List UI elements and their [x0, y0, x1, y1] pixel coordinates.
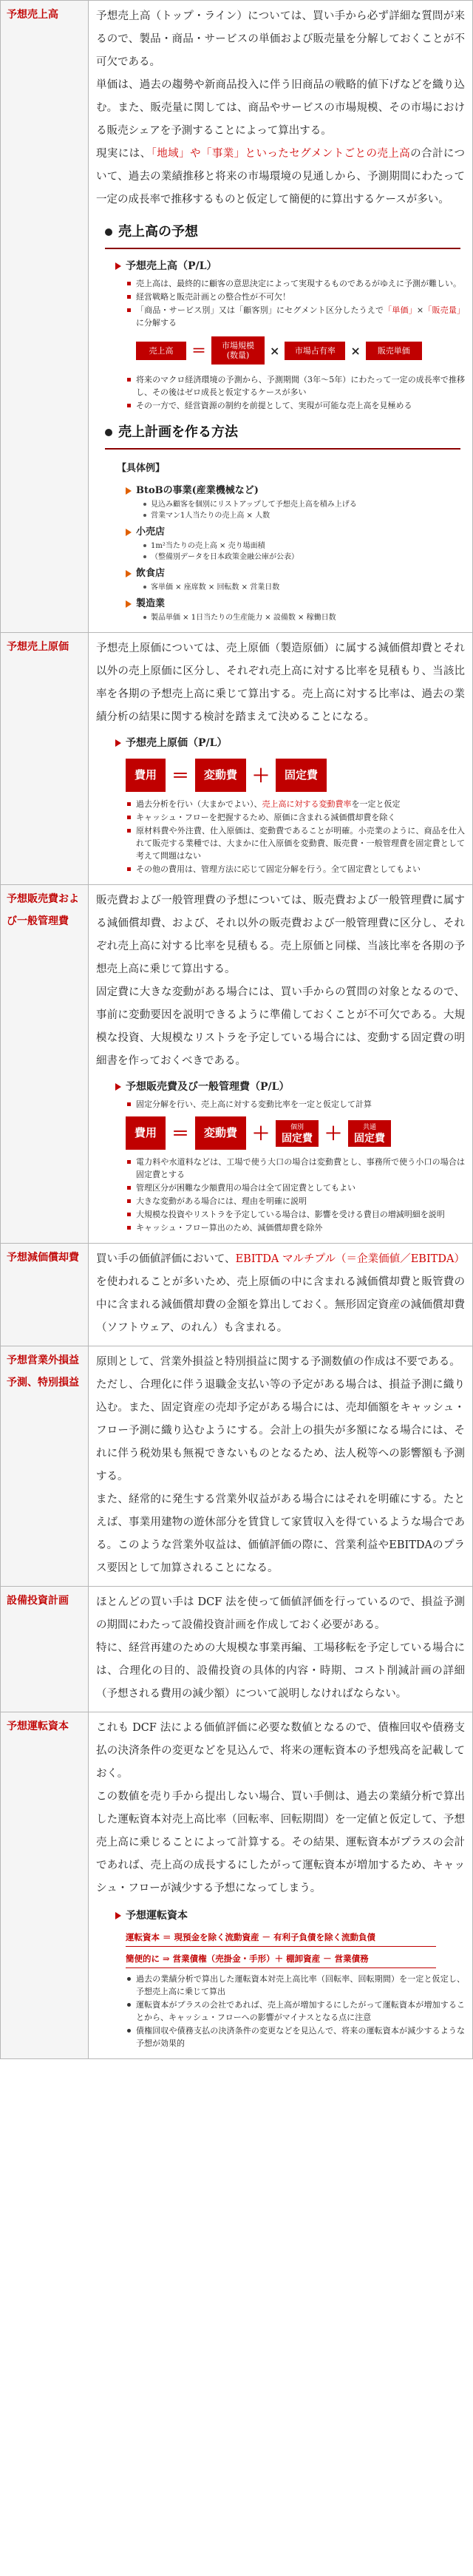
formula-equals: ＝ [171, 765, 190, 786]
sales-paragraph-2: 単価は、過去の趨勢や新商品投入に伴う旧商品の戦略的値下げなどを織り込む。また、販売量に関しては、商品やサービスの市場規模、その市場における販売シェアを予測することによって算出する。 [96, 79, 465, 137]
wc-formula-1: 運転資本 ＝ 現預金を除く流動資産 － 有利子負債を除く流動負債 [126, 1930, 436, 1947]
wc-paragraph-1: これも DCF 法による価値評価に必要な数値となるので、債権回収や債務支払の決済条件の変更などを見込んで、将来の運転資本の予想残高を記載しておく。 [96, 1722, 465, 1780]
row-label-working-capital: 予想運転資本 [1, 1712, 89, 2059]
formula-fixed-box: 固定費 [276, 759, 327, 792]
sales-paragraph-1: 予想売上高（トップ・ライン）については、買い手から必ず詳細な質問が来るので、製品・商品・サービスの単価および販売量を分解しておくことが不可欠である。 [96, 10, 465, 68]
list-item: 原材料費や外注費、仕入原価は、変動費であることが明確。小売業のように、商品を仕入れて販売する業種では、大まかに仕入原価を変動費、販売費・一般管理費を固定費として考えて問題はない [127, 824, 465, 862]
bullet-dot-icon [105, 429, 112, 436]
capex-paragraph-2: 特に、経営再建のための大規模な事業再編、工場移転を予定している場合には、合理化の目的、設備投資の具体的内容・時期、コスト削減計画の詳細（予想される費用の減少額）について説明しなければならない。 [96, 1642, 465, 1700]
row-label-non-operating: 予想営業外損益予測、特別損益 [1, 1346, 89, 1587]
row-content-sga [89, 885, 473, 1244]
sga-paragraph-1: 販売費および一般管理費の予想については、販売費および一般管理費に属する減価償却費、および、それ以外の販売費および一般管理費に区分し、それぞれ売上高に対する比率を見積もる。売上原価と同様、当該比率を各期の予想売上高に乗じて算出する。 [96, 895, 465, 975]
b3-price: 「単価」 [384, 305, 417, 315]
wc-bullet-list [127, 1973, 465, 2050]
b3-tail: に分解する [136, 318, 177, 328]
wc-formula-2: 簡便的に ⇒ 営業債権（売掛金・手形）＋ 棚卸資産 － 営業債務 [126, 1951, 436, 1968]
row-cogs [1, 633, 473, 885]
formula-equals: ＝ [171, 1122, 190, 1144]
row-label-depreciation: 予想減価償却費 [1, 1244, 89, 1346]
sga-pl-subtitle: 予想販売費及び一般管理費（P/L） [126, 1081, 290, 1093]
formula-individual-fixed: 固定費 [282, 1132, 313, 1145]
sales-pl-subheading [115, 257, 465, 276]
nonop-paragraph-1: 原則として、営業外損益と特別損益に関する予測数値の作成は不要である。 [96, 1356, 460, 1368]
list-item: 管理区分が困難な少額費用の場合は全て固定費としてもよい [127, 1182, 465, 1194]
triangle-icon [126, 529, 132, 536]
da-p1-lead: 買い手の価値評価において、 [96, 1253, 236, 1265]
sales-p3-tail: の合計について、過去の業績推移と将来の市場環境の見通しから、予測期間にわたって一定の成長率で推移するものと仮定して簡便的に算出するケースが多い。 [96, 148, 465, 206]
sales-forecast-heading [105, 220, 465, 243]
b3-lead: 「商品・サービス別」又は「顧客別」にセグメント区分したうえで [136, 305, 384, 315]
row-capex [1, 1587, 473, 1712]
row-content-working-capital [89, 1712, 473, 2059]
formula-price-box: 販売単価 [366, 342, 422, 360]
cogs-pl-subtitle: 予想売上原価（P/L） [126, 737, 228, 749]
sga-paragraph-2: 固定費に大きな変動がある場合には、買い手からの質問の対象となるので、事前に変動要因を説明できるように準備しておくことが不可欠である。大規模な投資、大規模なリストラを予定している場合には、変動する固定費の明細書を作っておくべきである。 [96, 986, 465, 1067]
sga-formula [126, 1116, 465, 1150]
row-non-operating [1, 1346, 473, 1587]
list-item: 大規模な投資やリストラを予定している場合は、影響を受ける費目の増減明細を説明 [127, 1208, 465, 1221]
row-content-cogs [89, 633, 473, 885]
row-label-sales: 予想売上高 [1, 1, 89, 633]
sales-formula [136, 336, 465, 365]
formula-times-2: × [350, 343, 361, 358]
cogs-b1-tail: を一定と仮定 [351, 799, 401, 809]
row-sga [1, 885, 473, 1244]
sales-bullet-list [127, 277, 465, 329]
triangle-icon [115, 262, 121, 270]
example-restaurant-list [143, 582, 465, 593]
sales-plan-title: 売上計画を作る方法 [118, 424, 238, 440]
row-content-capex [89, 1587, 473, 1712]
example-restaurant-title: 飲食店 [136, 568, 166, 579]
sga-pl-subheading [115, 1077, 465, 1097]
cogs-b1-highlight: 売上高に対する変動費率 [262, 799, 352, 809]
example-retail-title: 小売店 [136, 526, 166, 538]
formula-cost-box: 費用 [126, 1116, 166, 1150]
formula-variable-box: 変動費 [195, 1116, 246, 1150]
list-item: 売上高は、最終的に顧客の意思決定によって実現するものであるがゆえに予測が難しい。 [127, 277, 465, 290]
list-item: その一方で、経営資源の制約を前提として、実現が可能な売上高を見極める [127, 399, 465, 412]
example-manufacturing-title: 製造業 [136, 598, 166, 609]
row-label-capex: 設備投資計画 [1, 1587, 89, 1712]
list-item: 電力料や水道料などは、工場で使う大口の場合は変動費とし、事務所で使う小口の場合は固定費とする [127, 1156, 465, 1181]
example-btob-title: BtoBの事業(産業機械など) [136, 485, 259, 496]
triangle-icon [115, 739, 121, 747]
cogs-b1-lead: 過去分析を行い（大まかでよい）、 [136, 799, 262, 809]
sales-bullet-list-2 [127, 373, 465, 412]
list-item: 大きな変動がある場合には、理由を明確に説明 [127, 1195, 465, 1207]
formula-plus-1: ＋ [252, 1122, 270, 1144]
nonop-paragraph-3: また、経常的に発生する営業外収益がある場合にはそれを明確にする。たとえば、事業用建物の遊休部分を賃貸して家賃収入を得ているような場合である。このような営業外収益は、価値評価の際に、営業利益やEBITDAのプラス要因として加算されることになる。 [96, 1494, 465, 1574]
list-item: 客単価 × 座席数 × 回転数 × 営業日数 [143, 582, 465, 593]
example-btob-list [143, 499, 465, 521]
row-label-cogs: 予想売上原価 [1, 633, 89, 885]
list-item: 過去の業績分析で算出した運転資本対売上高比率（回転率、回転期間）を一定と仮定し、予想売上高に乗じて算出 [127, 1973, 465, 1998]
formula-cost-box: 費用 [126, 759, 166, 792]
example-heading: 【具体例】 [117, 463, 166, 474]
formula-market-label: 市場規模 [222, 341, 254, 350]
section-divider [105, 448, 460, 450]
formula-equals: ＝ [191, 341, 206, 359]
example-manufacturing [126, 596, 465, 612]
row-content-sales [89, 1, 473, 633]
row-content-depreciation [89, 1244, 473, 1346]
sales-paragraph-3 [96, 143, 465, 211]
row-content-non-operating [89, 1346, 473, 1587]
formula-sales-box: 売上高 [136, 342, 186, 360]
formula-individual-fixed-box [276, 1120, 319, 1147]
list-item: キャッシュ・フローを把握するため、原価に含まれる減価償却費を除く [127, 811, 465, 824]
list-item: 経営戦略と販売計画との整合性が不可欠！ [127, 291, 465, 303]
b3-volume: 「販売量」 [423, 305, 466, 315]
triangle-icon [126, 570, 132, 577]
list-item: キャッシュ・フロー算出のため、減価償却費を除外 [127, 1221, 465, 1234]
formula-share-box: 市場占有率 [285, 342, 345, 360]
sales-pl-subtitle: 予想売上高（P/L） [126, 260, 217, 272]
list-item [127, 304, 465, 329]
section-divider [105, 248, 460, 249]
b3-times: × [416, 305, 424, 315]
triangle-icon [126, 600, 132, 608]
sales-plan-heading [105, 421, 465, 444]
cogs-paragraph-1: 予想売上原価については、売上原価（製造原価）に属する減価償却費とそれ以外の売上原価に区分し、それぞれ売上高に対する比率を見積もり、当該比率を各期の予想売上高に乗じて算出する。売上高に対する比率は、過去の業績分析の結果に関する検討を踏まえて決めることになる。 [96, 643, 465, 723]
example-retail-list [143, 540, 465, 563]
wc-subheading [115, 1906, 465, 1925]
list-item: 固定分解を行い、売上高に対する変動比率を一定と仮定して計算 [127, 1098, 465, 1111]
formula-plus: ＋ [252, 765, 270, 786]
sga-bullet-list-0 [127, 1098, 465, 1111]
example-restaurant [126, 566, 465, 582]
list-item: 1m²当たりの売上高 × 売り場面積 [143, 540, 465, 552]
da-p1-highlight: EBITDA マルチプル（＝企業価値／EBITDA） [235, 1253, 465, 1265]
list-item: 将来のマクロ経済環境の予測から、予測期間（3年〜5年）にわたって一定の成長率で推移し、その後はゼロ成長と仮定するケースが多い [127, 373, 465, 399]
cogs-formula [126, 759, 465, 792]
sales-p3-highlight: 「地域」や「事業」といったセグメントごとの売上高 [151, 148, 411, 160]
list-item: その他の費用は、管理方法に応じて固定分解を行う。全て固定費としてもよい [127, 863, 465, 875]
example-btob [126, 483, 465, 499]
triangle-icon [115, 1083, 121, 1091]
formula-times-1: × [270, 343, 280, 358]
list-item: 債権回収や債務支払の決済条件の変更などを見込んで、将来の運転資本が減少するような予想が効果的 [127, 2024, 465, 2050]
formula-common-fixed-box [348, 1120, 391, 1147]
row-depreciation [1, 1244, 473, 1346]
list-item [127, 798, 465, 810]
list-item: 運転資本がプラスの会社であれば、売上高が増加するにしたがって運転資本が増加することから、キャッシュ・フローへの影響がマイナスとなる点に注意 [127, 1999, 465, 2024]
cogs-bullet-list [127, 798, 465, 875]
da-paragraph-1 [96, 1248, 465, 1340]
list-item: 営業マン1人当たりの売上高 × 人数 [143, 510, 465, 521]
formula-variable-box: 変動費 [195, 759, 246, 792]
formula-plus-2: ＋ [324, 1122, 343, 1144]
formula-common-label: 共通 [363, 1123, 377, 1131]
nonop-paragraph-2: ただし、合理化に伴う退職金支払い等の予定がある場合は、損益予測に織り込む。また、固定資産の売却予定がある場合には、売却価額をキャッシュ・フロー予測に織り込むようにする。会計上の損失が多額になる場合には、それに伴う税効果も無視できないものとなるため、法人税等への影響額も予測する。 [96, 1379, 465, 1482]
triangle-icon [126, 487, 132, 495]
cogs-pl-subheading [115, 733, 465, 753]
formula-market-box [211, 336, 265, 365]
formula-common-fixed: 固定費 [354, 1132, 386, 1145]
example-retail [126, 524, 465, 540]
sga-bullet-list [127, 1156, 465, 1234]
wc-paragraph-2: この数値を売り手から提出しない場合、買い手側は、過去の業績分析で算出した運転資本対売上高比率（回転率、回転期間）を一定値と仮定して、予想売上高に乗じることによって計算する。その結果、運転資本がプラスの会計であれば、売上高の成長するにしたがって運転資本が増加するため、キャッシュ・フローが減少する予想になってしまう。 [96, 1791, 465, 1894]
capex-paragraph-1: ほとんどの買い手は DCF 法を使って価値評価を行っているので、損益予測の期間にわたって設備投資計画を作成しておく必要がある。 [96, 1596, 465, 1631]
formula-individual-label: 個別 [290, 1123, 304, 1131]
sales-forecast-title: 売上高の予想 [118, 224, 198, 240]
bullet-dot-icon [105, 228, 112, 236]
row-working-capital [1, 1712, 473, 2059]
formula-market-sub: (数量) [226, 350, 250, 360]
list-item: 見込み顧客を個別にリストアップして予想売上高を積み上げる [143, 499, 465, 510]
triangle-icon [115, 1912, 121, 1919]
row-label-sga: 予想販売費および一般管理費 [1, 885, 89, 1244]
wc-subtitle: 予想運転資本 [126, 1910, 188, 1922]
list-item: 製品単価 × 1日当たりの生産能力 × 設備数 × 稼働日数 [143, 612, 465, 623]
example-manufacturing-list [143, 612, 465, 623]
sales-p3-lead: 現実には、 [96, 148, 152, 160]
row-sales [1, 1, 473, 633]
da-p1-tail: を使われることが多いため、売上原価の中に含まれる減価償却費と販管費の中に含まれる減価償却費の金額を算出しておく。無形固定資産の減価償却費（ソフトウェア、のれん）も含まれる。 [96, 1276, 465, 1334]
list-item: （整備別データを日本政策金融公庫が公表） [143, 552, 465, 563]
